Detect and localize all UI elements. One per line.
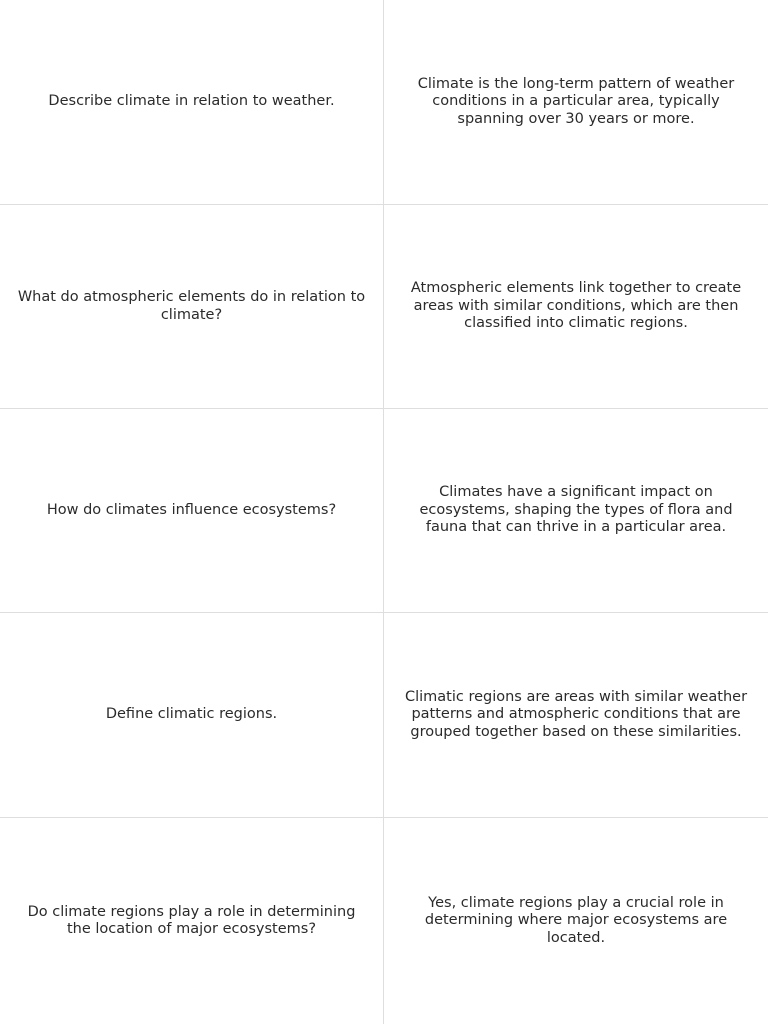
- definition-text: Climate is the long-term pattern of weather conditions in a particular area, typically spanning over 30 years or more.: [417, 75, 735, 127]
- term-text: Describe climate in relation to weather.: [48, 93, 335, 110]
- card-term: [0, 818, 384, 1024]
- term-text: Do climate regions play a role in determining the location of major ecosystems?: [27, 903, 356, 937]
- card-definition: [384, 409, 768, 613]
- card-definition: [384, 0, 768, 205]
- definition-text: Yes, climate regions play a crucial role in determining where major ecosystems are located.: [424, 894, 728, 946]
- term-text: What do atmospheric elements do in relation to climate?: [17, 289, 366, 323]
- term-text: How do climates influence ecosystems?: [46, 501, 337, 518]
- card-term: [0, 613, 384, 818]
- definition-text: Climates have a significant impact on ecosystems, shaping the types of flora and fauna that can thrive in a particular area.: [419, 484, 733, 536]
- card-term: [0, 0, 384, 205]
- card-definition: [384, 205, 768, 409]
- term-text: Define climatic regions.: [105, 706, 278, 723]
- card-term: [0, 409, 384, 613]
- card-definition: [384, 613, 768, 818]
- definition-text: Climatic regions are areas with similar weather patterns and atmospheric conditions that are grouped together based on these similarities.: [404, 688, 748, 740]
- card-definition: [384, 818, 768, 1024]
- card-term: [0, 205, 384, 409]
- definition-text: Atmospheric elements link together to create areas with similar conditions, which are then classified into climatic regions.: [410, 280, 742, 332]
